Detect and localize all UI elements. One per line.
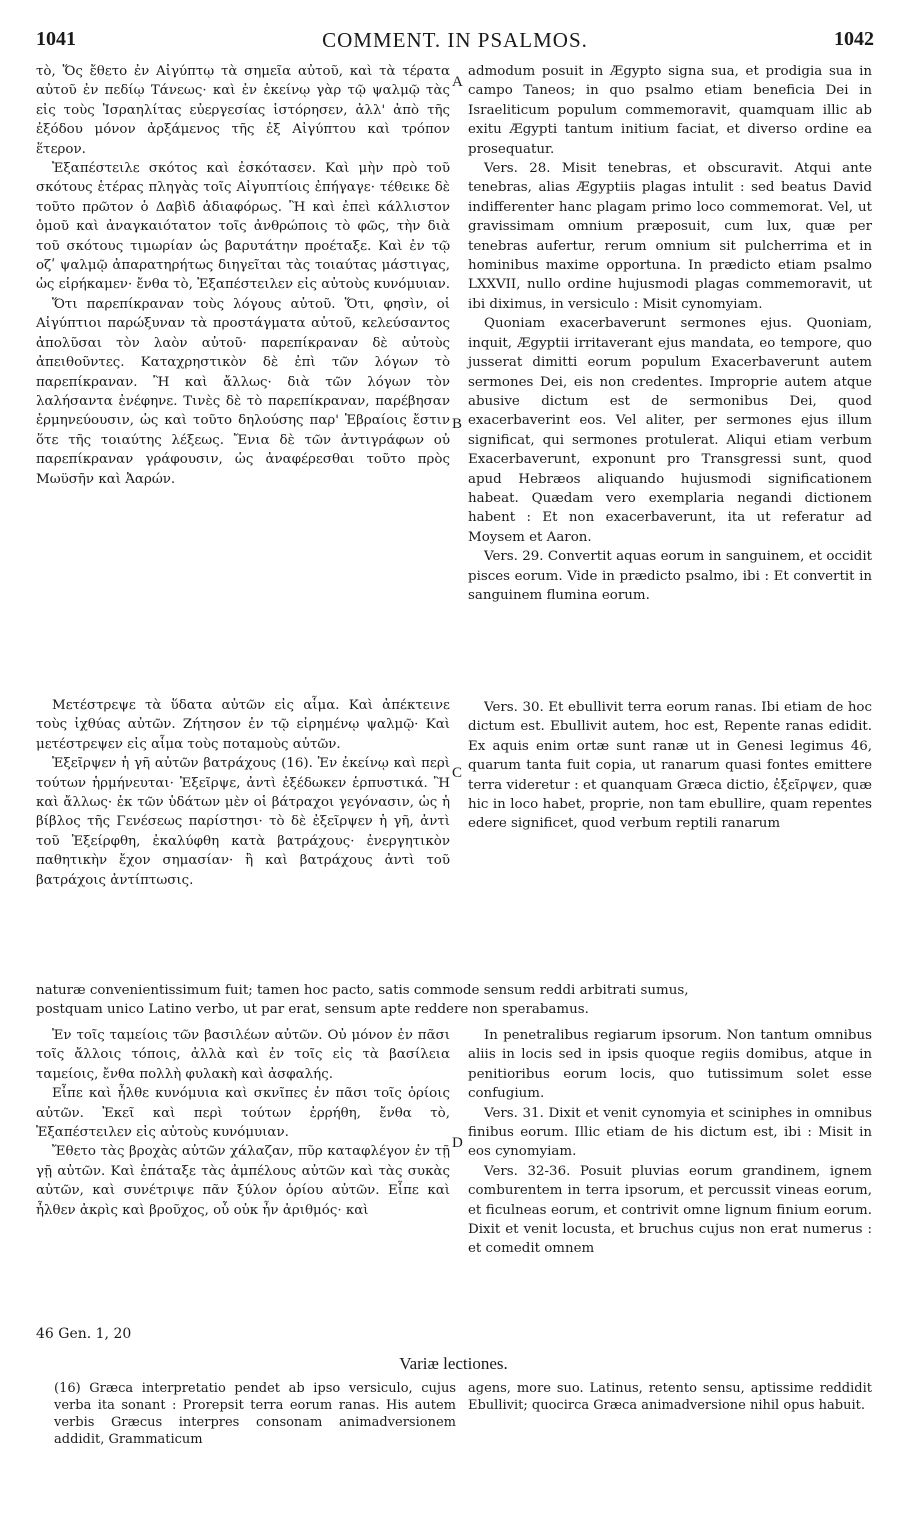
latin-column-top (468, 62, 872, 605)
variae-lectiones-title: Variæ lectiones. (399, 1354, 508, 1373)
latin-column-bottom (468, 1026, 872, 1259)
page-number-left: 1041 (36, 28, 76, 50)
variae-lectiones-right (468, 1380, 872, 1414)
footnote: 46 Gen. 1, 20 (36, 1326, 132, 1342)
latin-paragraph: Vers. 31. Dixit et venit cynomyia et sciniphes in omnibus finibus eorum. Illic etiam de his dictum est, ibi : Misit in eos cynomyiam. (468, 1105, 872, 1160)
greek-column-top (36, 62, 450, 489)
running-header (36, 28, 874, 54)
page-number-right: 1042 (834, 28, 874, 50)
section-marker-b: B (452, 416, 463, 432)
variae-lectiones-left (54, 1380, 456, 1448)
greek-paragraph: Μετέστρεψε τὰ ὕδατα αὐτῶν εἰς αἷμα. Καὶ ἀπέκτεινε τοὺς ἰχθύας αὐτῶν. Ζήτησον ἐν τῷ εἰρημένῳ ψαλμῷ· Καὶ μετέστρεψεν εἰς αἷμα τοὺς ποταμοὺς αὐτῶν. (36, 698, 450, 752)
variant-note: agens, more suo. Latinus, retento sensu, aptissime reddidit Ebullivit; quocirca Græca animadversione nihil opus habuit. (468, 1381, 872, 1413)
latin-paragraph: In penetralibus regiarum ipsorum. Non tantum omnibus aliis in locis sed in ipsis quoque regiis domibus, atque in penitioribus eorum locis, quo tutissimum solet esse confugium. (468, 1028, 872, 1102)
greek-paragraph: Ἐξαπέστειλε σκότος καὶ ἐσκότασεν. Καὶ μὴν πρὸ τοῦ σκότους ἑτέρας πληγὰς τοῖς Αἰγυπτίοις ἐπήγαγε· τέθεικε δὲ τοῦτο πρῶτον ὁ Δαβὶδ ἀδιαφόρως. Ἢ καὶ ἐπεὶ κάλλιστον ὁμοῦ καὶ ἀναγκαιότατον τοῖς ἀνθρώποις τὸ φῶς, τὴν διὰ τοῦ σκότους τιμωρίαν ὡς βαρυτάτην προέταξε. Καὶ ἐν τῷ οζʹ ψαλμῷ ἀπαρατηρήτως διηγεῖται τὰς τοιαύτας μάστιγας, ὡς εἰρήκαμεν· ἔνθα τὸ, Ἐξαπέστειλεν εἰς αὐτοὺς κυνόμυιαν. (36, 161, 451, 293)
greek-column-middle (36, 696, 450, 890)
latin-paragraph: Vers. 32-36. Posuit pluvias eorum grandinem, ignem comburentem in terra ipsorum, et percussit vineas eorum, et ficulneas eorum, et contrivit omne lignum finium eorum. Dixit et venit locusta, et bruchus cujus non erat numerus : et comedit omnem (468, 1163, 872, 1257)
section-marker-d: D (452, 1135, 463, 1151)
latin-paragraph: Vers. 30. Et ebullivit terra eorum ranas. Ibi etiam de hoc dictum est. Ebullivit autem, hoc est, Repente ranas edidit. Ex aquis enim ortæ sunt ranæ ut in Genesi legimus 46, quarum tanta fuit copia, ut ranarum quasi fontes emittere terra videretur : et quanquam Græca dictio, ἐξεῖρψεν, quæ hic in loco habet, proprie, non tam ebullire, quam repentes edere significet, quod verbum reptili ranarum (468, 700, 872, 832)
latin-paragraph: Vers. 28. Misit tenebras, et obscuravit. Atqui ante tenebras, alias Ægyptiis plagas intulit : sed beatus David indifferenter hanc plagam primo loco commemorat. Vel, ut gravissimam omnium præposuit, cum lux, quæ per tenebras aufertur, rerum omnium sit pulcherrima et in hominibus maxime opportuna. In prædicto etiam psalmo LXXVII, nullo ordine hujusmodi plagas commemoravit, ut ibi diximus, in versiculo : Misit cynomyiam. (468, 161, 872, 312)
full-width-line: postquam unico Latino verbo, ut par erat, sensum apte reddere non sperabamus. (36, 1002, 589, 1018)
greek-paragraph: Ἐν τοῖς ταμείοις τῶν βασιλέων αὐτῶν. Οὐ μόνον ἐν πᾶσι τοῖς ἄλλοις τόποις, ἀλλὰ καὶ ἐν τοῖς εἰς τὰ βασίλεια ταμείοις, ἔνθα πολλὴ φυλακὴ καὶ ἀσφαλής. (36, 1028, 450, 1082)
variant-note: (16) Græca interpretatio pendet ab ipso versiculo, cujus verba ita sonant : Prorepsit terra eorum ranas. His autem verbis Græcus interpres consonam animadversionem addidit, Grammaticum (54, 1381, 456, 1447)
section-marker-a: A (452, 74, 463, 90)
greek-paragraph: Εἶπε καὶ ἦλθε κυνόμυια καὶ σκνῖπες ἐν πᾶσι τοῖς ὁρίοις αὐτῶν. Ἐκεῖ καὶ περὶ τούτων ἐρρήθη, ἔνθα τὸ, Ἐξαπέστειλεν εἰς αὐτοὺς κυνόμυιαν. (36, 1086, 450, 1141)
latin-column-middle (468, 698, 872, 834)
latin-paragraph: admodum posuit in Ægypto signa sua, et prodigia sua in campo Taneos; in quo psalmo etiam beneficia Dei in Israeliticum populum commemoravit, quamquam illic ab exitu Ægypti tantum initium faciat, et diverso ordine ea prosequatur. (468, 64, 872, 157)
greek-paragraph: τὸ, Ὅς ἔθετο ἐν Αἰγύπτῳ τὰ σημεῖα αὐτοῦ, καὶ τὰ τέρατα αὐτοῦ ἐν πεδίῳ Τάνεως· καὶ ἐν ἐκείνῳ γὰρ τῷ ψαλμῷ τὰς εἰς τοὺς Ἰσραηλίτας εὐεργεσίας ἱστόρησεν, ἀλλ' ἀπὸ τῆς ἐξόδου μόνον ἀρξάμενος τῆς ἐξ Αἰγύπτου καὶ τρόπον ἕτερον. (36, 64, 450, 157)
latin-paragraph: Vers. 29. Convertit aquas eorum in sanguinem, et occidit pisces eorum. Vide in prædicto psalmo, ibi : Et convertit in sanguinem flumina eorum. (468, 549, 872, 603)
full-width-lines (36, 981, 872, 1020)
full-width-line: naturæ convenientissimum fuit; tamen hoc pacto, satis commode sensum reddi arbitrati sumus, (36, 983, 689, 998)
section-marker-c: C (452, 765, 463, 781)
greek-paragraph: Ὅτι παρεπίκραναν τοὺς λόγους αὐτοῦ. Ὅτι, φησὶν, οἱ Αἰγύπτιοι παρώξυναν τὰ προστάγματα αὐτοῦ, κελεύσαντος ἀπολῦσαι τὸν λαὸν αὐτοῦ· παρεπίκραναν δὲ αὐτοὺς ἀπειθοῦντες. Καταχρηστικὸν δὲ ἐπὶ τῶν λόγων τὸ παρεπίκραναν. Ἢ καὶ ἄλλως· διὰ τῶν λόγων τὸν λαλήσαντα ἐνέφηνε. Τινὲς δὲ τὸ παρεπίκραναν, παρέβησαν ἑρμηνεύουσιν, ὡς καὶ τοῦτο δηλούσης παρ' Ἑβραίοις ἔστιν ὅτε τῆς τοιαύτης λέξεως. Ἔνια δὲ τῶν ἀντιγράφων οὐ παρεπίκραναν γράφουσιν, ὡς ἀναφέρεσθαι τοῦτο πρὸς Μωϋσῆν καὶ Ἀαρών. (36, 296, 450, 487)
running-title: COMMENT. IN PSALMOS. (322, 28, 588, 52)
greek-column-bottom (36, 1026, 450, 1220)
greek-paragraph: Ἐξεῖρψεν ἡ γῆ αὐτῶν βατράχους (16). Ἐν ἐκείνῳ καὶ περὶ τούτων ἡρμήνευται· Ἐξεῖρψε, ἀντὶ ἐξέδωκεν ἑρπυστικά. Ἢ καὶ ἄλλως· ἐκ τῶν ὑδάτων μὲν οἱ βάτραχοι γεγόνασιν, ὡς ἡ βίβλος τῆς Γενέσεως παρίστησι· τὸ δὲ ἐξεῖρψεν ἡ γῆ, ἀντὶ τοῦ Ἐξείρφθη, ἐκαλύφθη κατὰ βατράχους· ἐνεργητικὸν παθητικὴν ἔχον σημασίαν· ἢ καὶ βατράχους ἀντὶ τοῦ βατράχοις ἀντίπτωσις. (36, 756, 450, 888)
latin-paragraph: Quoniam exacerbaverunt sermones ejus. Quoniam, inquit, Ægyptii irritaverant ejus mandata, eo tempore, quo jusserat dimitti eorum populum Exacerbaverunt autem sermones Dei, eis non credentes. Improprie autem atque abusive dictum est de sermonibus Dei, quod exacerbaverint eos. Vel aliter, per sermones ejus illum significat, qui sermones protulerat. Aliqui etiam verbum Exacerbaverunt, exponunt pro Transgressi sunt, quod apud Hebræos aliquando hujusmodi significationem habeat. Quædam vero exemplaria negandi dictionem habent : Et non exacerbaverunt, ita ut referatur ad Moysem et Aaron. (468, 316, 872, 545)
greek-paragraph: Ἔθετο τὰς βροχὰς αὐτῶν χάλαζαν, πῦρ καταφλέγον ἐν τῇ γῇ αὐτῶν. Καὶ ἐπάταξε τὰς ἀμπέλους αὐτῶν καὶ τὰς συκὰς αὐτῶν, καὶ συνέτριψε πᾶν ξύλον ὁρίου αὐτῶν. Εἶπε καὶ ἦλθεν ἀκρὶς καὶ βροῦχος, οὗ οὐκ ἦν ἀριθμός· καὶ (36, 1144, 450, 1218)
